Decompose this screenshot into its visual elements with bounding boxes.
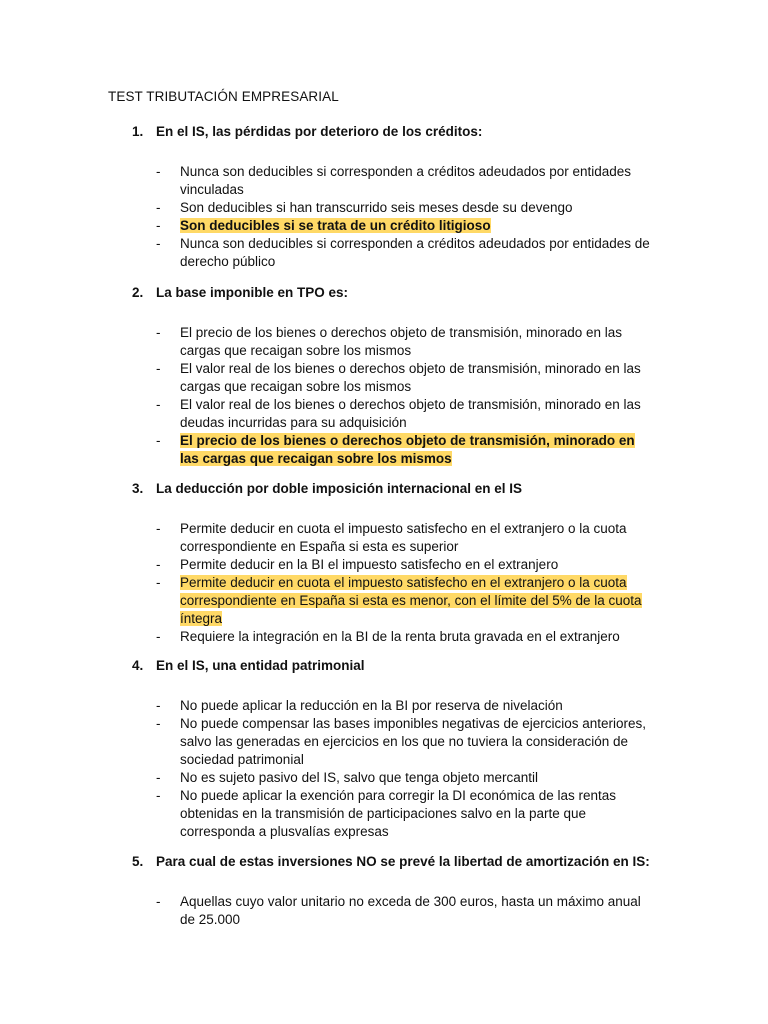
option-dash: -	[156, 325, 161, 340]
option-item	[108, 787, 668, 841]
option-item	[108, 396, 668, 432]
option-item-highlighted	[108, 432, 668, 468]
question-text: La deducción por doble imposición internacional en el IS	[156, 481, 523, 496]
option-dash: -	[156, 698, 161, 713]
option-text: Aquellas cuyo valor unitario no exceda de 300 euros, hasta un máximo anual de 25.000	[180, 894, 641, 927]
option-list	[108, 163, 668, 271]
question-1	[108, 123, 668, 271]
option-dash: -	[156, 236, 161, 251]
option-item	[108, 697, 668, 715]
option-list	[108, 697, 668, 841]
option-item	[108, 360, 668, 396]
question-2	[108, 284, 668, 468]
option-item-highlighted	[108, 574, 668, 628]
highlight-mark: Son deducibles si se trata de un crédito litigioso	[180, 218, 491, 233]
option-item	[108, 769, 668, 787]
question-heading	[108, 853, 668, 871]
option-item	[108, 715, 668, 769]
option-item	[108, 235, 668, 271]
option-dash: -	[156, 557, 161, 572]
option-text: Requiere la integración en la BI de la renta bruta gravada en el extranjero	[180, 629, 620, 644]
question-heading	[108, 123, 668, 141]
option-dash: -	[156, 521, 161, 536]
question-text: En el IS, una entidad patrimonial	[156, 658, 365, 673]
option-text: El valor real de los bienes o derechos objeto de transmisión, minorado en las deudas incurridas para su adquisición	[180, 397, 641, 430]
option-text-highlighted	[180, 574, 668, 628]
option-text: Son deducibles si han transcurrido seis meses desde su devengo	[180, 200, 573, 215]
question-text: En el IS, las pérdidas por deterioro de los créditos:	[156, 124, 483, 139]
option-dash: -	[156, 361, 161, 376]
option-dash: -	[156, 218, 161, 233]
option-list	[108, 893, 668, 929]
highlight-mark: El precio de los bienes o derechos objeto de transmisión, minorado en las cargas que recaigan sobre los mismos	[180, 433, 635, 466]
option-text: Permite deducir en la BI el impuesto satisfecho en el extranjero	[180, 557, 559, 572]
option-item	[108, 628, 668, 646]
option-dash: -	[156, 397, 161, 412]
option-dash: -	[156, 716, 161, 731]
question-4	[108, 657, 668, 841]
option-text: El precio de los bienes o derechos objeto de transmisión, minorado en las cargas que recaigan sobre los mismos	[180, 325, 623, 358]
option-dash: -	[156, 164, 161, 179]
option-text-highlighted	[180, 432, 668, 468]
option-text: El valor real de los bienes o derechos objeto de transmisión, minorado en las cargas que recaigan sobre los mismos	[180, 361, 641, 394]
option-text: Nunca son deducibles si corresponden a créditos adeudados por entidades de derecho público	[180, 236, 650, 269]
question-text: Para cual de estas inversiones NO se prevé la libertad de amortización en IS:	[156, 854, 650, 869]
option-dash: -	[156, 200, 161, 215]
question-text: La base imponible en TPO es:	[156, 285, 349, 300]
option-item	[108, 324, 668, 360]
question-number: 1.	[132, 124, 144, 139]
question-3	[108, 480, 668, 646]
option-item	[108, 556, 668, 574]
option-dash: -	[156, 770, 161, 785]
question-number: 4.	[132, 658, 144, 673]
document-title: TEST TRIBUTACIÓN EMPRESARIAL	[108, 89, 339, 104]
option-item	[108, 893, 668, 929]
option-text: Permite deducir en cuota el impuesto satisfecho en el extranjero o la cuota correspondiente en España si esta es superior	[180, 521, 627, 554]
option-item	[108, 199, 668, 217]
option-text: No puede aplicar la exención para corregir la DI económica de las rentas obtenidas en la transmisión de participaciones salvo en la parte que corresponda a plusvalías expresas	[180, 788, 616, 839]
option-dash: -	[156, 433, 161, 448]
question-5	[108, 853, 668, 929]
option-text: Nunca son deducibles si corresponden a créditos adeudados por entidades vinculadas	[180, 164, 632, 197]
question-heading	[108, 480, 668, 498]
option-item-highlighted	[108, 217, 668, 235]
option-item	[108, 163, 668, 199]
option-dash: -	[156, 894, 161, 909]
option-list	[108, 324, 668, 468]
option-text-highlighted	[180, 217, 668, 235]
question-number: 5.	[132, 854, 144, 869]
option-text: No es sujeto pasivo del IS, salvo que tenga objeto mercantil	[180, 770, 538, 785]
option-list	[108, 520, 668, 646]
option-text: No puede compensar las bases imponibles negativas de ejercicios anteriores, salvo las generadas en ejercicios en los que no tuviera la consideración de sociedad patrimonial	[180, 716, 647, 767]
option-item	[108, 520, 668, 556]
question-heading	[108, 284, 668, 302]
option-dash: -	[156, 788, 161, 803]
question-heading	[108, 657, 668, 675]
question-number: 3.	[132, 481, 144, 496]
option-dash: -	[156, 575, 161, 590]
question-number: 2.	[132, 285, 144, 300]
highlight-mark: Permite deducir en cuota el impuesto satisfecho en el extranjero o la cuota correspondiente en España si esta es menor, con el límite del 5% de la cuota íntegra	[180, 575, 642, 626]
option-text: No puede aplicar la reducción en la BI por reserva de nivelación	[180, 698, 563, 713]
option-dash: -	[156, 629, 161, 644]
